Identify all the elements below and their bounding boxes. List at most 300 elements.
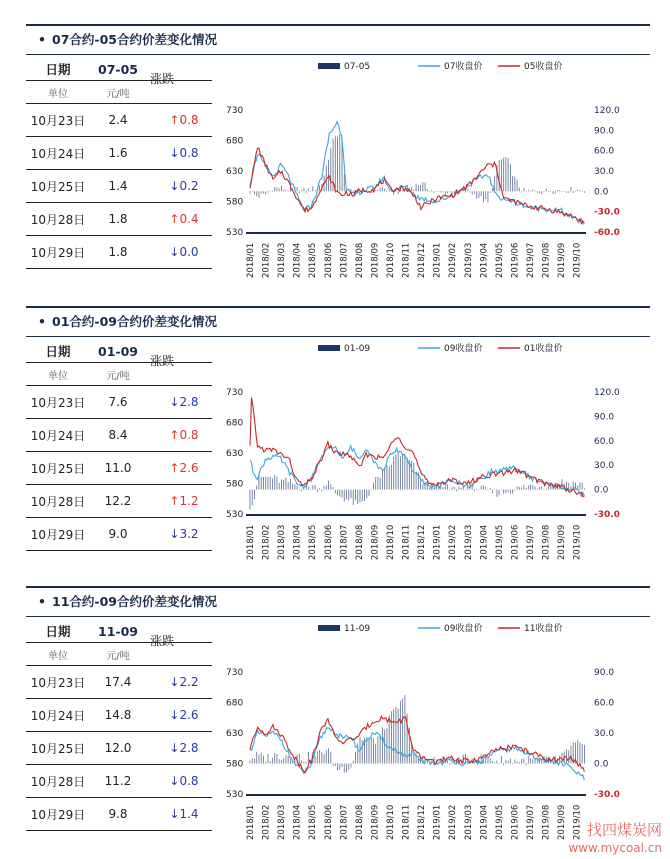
spread-bar: [272, 478, 273, 489]
x-tick-label: 2018/10: [386, 804, 396, 840]
spread-bar: [276, 754, 277, 763]
x-tick-label: 2018/02: [261, 242, 272, 278]
row-value: 12.2: [104, 494, 132, 508]
x-tick-label: 2018/01: [246, 804, 256, 840]
spread-bar: [272, 191, 273, 192]
spread-bar: [274, 475, 275, 490]
spread-bar: [373, 739, 374, 764]
x-tick-label: 2019/07: [526, 524, 536, 560]
spread-bar: [562, 191, 563, 192]
spread-bar: [416, 752, 417, 763]
spread-bar: [566, 191, 567, 193]
unit-label: 单位: [48, 370, 68, 382]
spread-bar: [580, 190, 581, 191]
y-left-tick-label: 730: [226, 388, 244, 398]
spread-bar: [571, 187, 572, 191]
spread-bar: [337, 764, 338, 771]
spread-bar: [575, 191, 576, 192]
row-date: 10月28日: [30, 774, 86, 789]
spread-bar: [386, 191, 387, 192]
spread-bar: [265, 477, 266, 490]
spread-bar: [276, 187, 277, 191]
row-change: ↑ 1.2: [169, 494, 199, 508]
spread-bar: [553, 191, 554, 194]
chart-legend: [318, 60, 562, 72]
watermark-url: www.mycoal.cn: [568, 841, 662, 855]
spread-bar: [510, 164, 511, 191]
x-tick-label: 2018/02: [261, 804, 272, 840]
y-right-tick-label: 0.0: [594, 187, 609, 198]
x-tick-label: 2018/04: [292, 524, 303, 560]
spread-bar: [319, 185, 320, 191]
spread-bar: [465, 191, 466, 192]
arrow-down-icon: ↓: [169, 741, 180, 755]
spread-bar: [393, 457, 394, 490]
spread-bar: [528, 190, 529, 192]
x-tick-label: 2018/12: [417, 524, 428, 560]
spread-bar: [254, 191, 255, 194]
spread-bar: [279, 189, 280, 192]
x-tick-label: 2019/09: [557, 524, 568, 560]
spread-bar: [310, 489, 311, 490]
x-tick-label: 2019/05: [494, 524, 505, 560]
spread-bar: [514, 176, 515, 191]
spread-bar: [541, 486, 542, 489]
x-tick-label: 2019/02: [448, 804, 459, 840]
spread-section-1: [0, 24, 670, 294]
y-right-tick-label: 120.0: [594, 106, 620, 116]
spread-bar: [499, 160, 500, 191]
x-tick-label: 2019/04: [479, 804, 490, 840]
spread-bar: [431, 190, 432, 191]
spread-bar: [505, 157, 506, 191]
arrow-down-icon: ↓: [169, 146, 180, 160]
spread-bar: [411, 461, 412, 490]
spread-bar: [360, 490, 361, 503]
y-right-tick-label: 90.0: [594, 668, 615, 678]
spread-bars: [250, 134, 585, 202]
row-change: ↑ 0.8: [169, 428, 199, 442]
row-date: 10月25日: [30, 461, 86, 476]
y-right-tick-label: 60.0: [594, 146, 615, 157]
spread-bar: [582, 483, 583, 490]
row-change: ↓ 2.2: [169, 675, 199, 689]
spread-bar: [530, 758, 531, 763]
spread-bar: [252, 758, 253, 763]
spread-bar: [523, 188, 524, 191]
row-date: 10月29日: [30, 807, 86, 822]
spread-bar: [521, 191, 522, 192]
table-row: [26, 137, 212, 170]
section-title: • 07合约-05合约价差变化情况: [26, 24, 650, 55]
y-left-tick-label: 730: [226, 668, 244, 678]
spread-bar: [315, 190, 316, 191]
x-tick-label: 2018/06: [323, 242, 334, 278]
y-left-tick-label: 680: [226, 698, 244, 709]
spread-bar: [369, 738, 370, 763]
spread-bar: [429, 191, 430, 192]
spread-bar: [254, 490, 255, 500]
spread-bar: [366, 490, 367, 499]
x-tick-label: 2019/10: [572, 524, 583, 560]
x-tick-label: 2019/07: [526, 242, 536, 278]
spread-bar: [492, 490, 493, 494]
table-header: [26, 340, 212, 363]
spread-bar: [429, 488, 430, 490]
spread-bar: [263, 477, 264, 490]
spread-bar: [299, 191, 300, 193]
spread-bar: [250, 761, 251, 764]
spread-bar: [342, 764, 343, 767]
spread-bar: [261, 477, 262, 490]
spread-bar: [391, 465, 392, 490]
legend-label: 11收盘价: [524, 624, 563, 634]
y-right-tick-label: -30.0: [594, 790, 620, 800]
x-tick-label: 2018/06: [323, 804, 334, 840]
bullet-icon: •: [38, 314, 46, 329]
spread-bar: [487, 759, 488, 763]
bullet-icon: •: [38, 594, 46, 609]
spread-bar: [263, 191, 264, 193]
table-row: [26, 485, 212, 518]
spread-bar: [283, 758, 284, 763]
spread-bar: [303, 761, 304, 763]
spread-bar: [342, 490, 343, 498]
header-contract: 07-05: [98, 61, 138, 77]
table-row: [26, 798, 212, 831]
spread-bar: [337, 136, 338, 191]
spread-bar: [281, 479, 282, 489]
spread-bar: [559, 190, 560, 191]
spread-bar: [449, 490, 450, 491]
spread-bar: [400, 456, 401, 489]
x-tick-label: 2018/11: [401, 242, 412, 278]
y-left-tick-label: 630: [226, 449, 244, 459]
row-change: ↓ 2.8: [169, 395, 199, 409]
spread-bar: [384, 468, 385, 490]
x-tick-label: 2018/12: [417, 242, 428, 278]
spread-bar: [285, 190, 286, 192]
spread-bar: [299, 490, 300, 491]
legend-label: 11-09: [344, 624, 371, 634]
spread-bar: [348, 490, 349, 501]
spread-bar: [310, 191, 311, 192]
header-change: 涨跌: [150, 72, 175, 86]
spread-bar: [348, 764, 349, 770]
spread-bar: [512, 176, 513, 191]
table-row: [26, 203, 212, 236]
x-tick-label: 2019/08: [541, 804, 552, 840]
spread-bar: [514, 759, 515, 763]
spread-table: [26, 58, 212, 269]
spread-bar: [447, 191, 448, 193]
spread-bar: [292, 483, 293, 489]
x-tick-label: 2018/09: [370, 524, 381, 560]
spread-bar: [492, 761, 493, 763]
spread-bar: [398, 453, 399, 490]
spread-bar: [528, 485, 529, 489]
spread-bar: [512, 764, 513, 765]
spread-bar: [478, 490, 479, 491]
spread-bar: [492, 189, 493, 192]
row-value: 12.0: [104, 741, 132, 755]
spread-chart: [218, 336, 638, 566]
spread-bar: [256, 191, 257, 196]
y-right-tick-label: 30.0: [594, 167, 615, 177]
spread-bar: [422, 182, 423, 191]
unit-label: 单位: [48, 88, 68, 100]
spread-bar: [301, 760, 302, 763]
spread-bar: [476, 489, 477, 490]
spread-bar: [461, 488, 462, 490]
y-left-tick-label: 580: [226, 479, 244, 490]
x-tick-label: 2018/10: [386, 524, 396, 560]
spread-bar: [526, 488, 527, 490]
spread-bar: [407, 458, 408, 490]
spread-bar: [510, 759, 511, 764]
spread-bar: [474, 763, 475, 764]
table-row: [26, 666, 212, 699]
spread-bar: [315, 485, 316, 490]
spread-bar: [294, 484, 295, 489]
row-date: 10月28日: [30, 212, 86, 227]
x-tick-label: 2019/01: [432, 242, 443, 278]
x-tick-label: 2018/08: [354, 804, 365, 840]
y-right-tick-label: 60.0: [594, 436, 615, 447]
arrow-down-icon: ↓: [169, 245, 180, 259]
spread-bar: [384, 189, 385, 192]
spread-bar: [505, 490, 506, 494]
price-line-b: [250, 716, 584, 773]
spread-bar: [582, 744, 583, 764]
spread-bar: [389, 715, 390, 763]
spread-bar: [339, 490, 340, 497]
spread-bar: [384, 730, 385, 764]
spread-bar: [487, 191, 488, 202]
spread-bar: [301, 490, 302, 492]
spread-table: [26, 340, 212, 551]
x-tick-label: 2019/05: [494, 804, 505, 840]
spread-bar: [254, 759, 255, 764]
spread-bar: [328, 748, 329, 763]
spread-bar: [404, 695, 405, 763]
spread-bar: [501, 159, 502, 191]
table-row: [26, 518, 212, 551]
spread-bar: [413, 189, 414, 191]
spread-bar: [532, 759, 533, 763]
y-right-tick-label: 0.0: [594, 485, 609, 496]
spread-bar: [418, 185, 419, 191]
unit-value: 元/吨: [106, 650, 130, 662]
x-tick-label: 2018/09: [370, 804, 381, 840]
spread-bar: [306, 191, 307, 192]
x-tick-label: 2019/03: [463, 804, 474, 840]
spread-section-3: [0, 586, 670, 856]
spread-bar: [420, 185, 421, 191]
spread-bar: [353, 761, 354, 764]
spread-bar: [499, 763, 500, 764]
spread-bar: [584, 191, 585, 192]
spread-bar: [427, 189, 428, 192]
spread-bar: [438, 191, 439, 192]
spread-bar: [346, 764, 347, 773]
legend-swatch-spread: [318, 63, 340, 69]
spread-bar: [519, 762, 520, 763]
spread-bar: [353, 490, 354, 505]
spread-bar: [548, 191, 549, 192]
spread-bar: [496, 760, 497, 763]
spread-bar: [449, 764, 450, 765]
x-tick-label: 2019/09: [557, 242, 568, 278]
x-tick-label: 2019/07: [526, 804, 536, 840]
y-right-tick-label: 120.0: [594, 388, 620, 398]
spread-bar: [315, 756, 316, 764]
spread-bar: [382, 187, 383, 191]
spread-bar: [402, 698, 403, 763]
spread-bar: [386, 465, 387, 489]
spread-bar: [371, 489, 372, 490]
row-change: ↓ 1.4: [169, 807, 199, 821]
y-left-tick-label: 680: [226, 136, 244, 147]
spread-bar: [478, 191, 479, 198]
row-change: ↓ 0.2: [169, 179, 199, 193]
row-value: 1.4: [108, 179, 128, 193]
price-line-b: [250, 148, 584, 224]
spread-bar: [555, 191, 556, 193]
spread-bar: [279, 483, 280, 490]
spread-bar: [259, 191, 260, 198]
spread-bar: [317, 751, 318, 763]
spread-bar: [308, 487, 309, 490]
spread-bar: [335, 764, 336, 767]
spread-bar: [274, 753, 275, 764]
legend-label: 01-09: [344, 344, 371, 354]
arrow-up-icon: ↑: [169, 113, 180, 127]
spread-bar: [290, 759, 291, 764]
spread-bar: [564, 191, 565, 192]
row-change: ↑ 2.6: [169, 461, 199, 475]
spread-bar: [256, 486, 257, 490]
spread-bar: [265, 191, 266, 194]
spread-bar: [288, 756, 289, 764]
spread-bar: [476, 191, 477, 198]
x-tick-label: 2018/11: [401, 804, 412, 840]
spread-bar: [402, 454, 403, 490]
spread-bar: [580, 482, 581, 489]
spread-bar: [472, 191, 473, 195]
row-value: 17.4: [104, 675, 132, 689]
spread-bar: [434, 191, 435, 192]
spread-bar: [582, 191, 583, 192]
spread-bar: [422, 485, 423, 490]
spread-bar: [416, 184, 417, 192]
x-tick-label: 2019/06: [510, 242, 521, 278]
spread-bar: [467, 189, 468, 191]
spread-bar: [501, 490, 502, 491]
spread-bar: [398, 709, 399, 764]
spread-bar: [537, 191, 538, 192]
spread-bar: [546, 489, 547, 490]
spread-bar: [456, 490, 457, 492]
legend-label: 09收盘价: [444, 624, 483, 634]
spread-bar: [481, 486, 482, 490]
row-change: ↓ 2.6: [169, 708, 199, 722]
arrow-down-icon: ↓: [169, 395, 180, 409]
spread-table: [26, 620, 212, 831]
y-left-tick-label: 580: [226, 197, 244, 208]
arrow-up-icon: ↑: [169, 494, 180, 508]
x-tick-label: 2018/10: [386, 242, 396, 278]
spread-bar: [344, 490, 345, 502]
row-value: 9.8: [108, 807, 128, 821]
x-tick-label: 2019/06: [510, 804, 521, 840]
table-row: [26, 452, 212, 485]
spread-bar: [584, 745, 585, 764]
spread-bar: [436, 489, 437, 490]
spread-bar: [270, 477, 271, 490]
spread-bar: [584, 488, 585, 489]
arrow-up-icon: ↑: [169, 461, 180, 475]
spread-bar: [474, 191, 475, 193]
spread-bar: [382, 728, 383, 764]
spread-bar: [517, 762, 518, 764]
spread-bar: [252, 490, 253, 506]
spread-bar: [532, 190, 533, 192]
x-tick-label: 2018/09: [370, 242, 381, 278]
spread-bar: [503, 490, 504, 494]
spread-bar: [270, 761, 271, 763]
spread-bar: [319, 750, 320, 763]
table-row: [26, 104, 212, 137]
spread-bar: [449, 191, 450, 192]
table-row: [26, 765, 212, 798]
table-units: [26, 363, 212, 386]
spread-bar: [481, 754, 482, 763]
spread-bar: [279, 759, 280, 763]
spread-bar: [539, 191, 540, 193]
spread-bar: [380, 735, 381, 764]
spread-bar: [337, 490, 338, 496]
spread-bar: [339, 764, 340, 770]
unit-label: 单位: [48, 650, 68, 662]
bullet-icon: •: [38, 32, 46, 47]
spread-bar: [571, 486, 572, 489]
y-right-tick-label: 60.0: [594, 698, 615, 709]
spread-bar: [272, 758, 273, 764]
spread-bar: [526, 764, 527, 766]
row-change: ↓ 2.8: [169, 741, 199, 755]
spread-bar: [353, 190, 354, 191]
x-tick-label: 2019/06: [510, 524, 521, 560]
spread-bar: [351, 764, 352, 768]
spread-bar: [539, 487, 540, 490]
spread-bar: [333, 487, 334, 489]
spread-bar: [393, 709, 394, 763]
spread-bar: [519, 487, 520, 490]
table-row: [26, 386, 212, 419]
y-right-tick-label: 90.0: [594, 126, 615, 137]
spread-bar: [357, 490, 358, 504]
legend-swatch-spread: [318, 345, 340, 351]
table-row: [26, 236, 212, 269]
spread-bar: [335, 136, 336, 191]
spread-bar: [252, 191, 253, 192]
spread-bar: [494, 762, 495, 763]
spread-bar: [355, 490, 356, 501]
spread-bar: [377, 736, 378, 763]
spread-bar: [508, 490, 509, 492]
spread-bar: [333, 764, 334, 766]
